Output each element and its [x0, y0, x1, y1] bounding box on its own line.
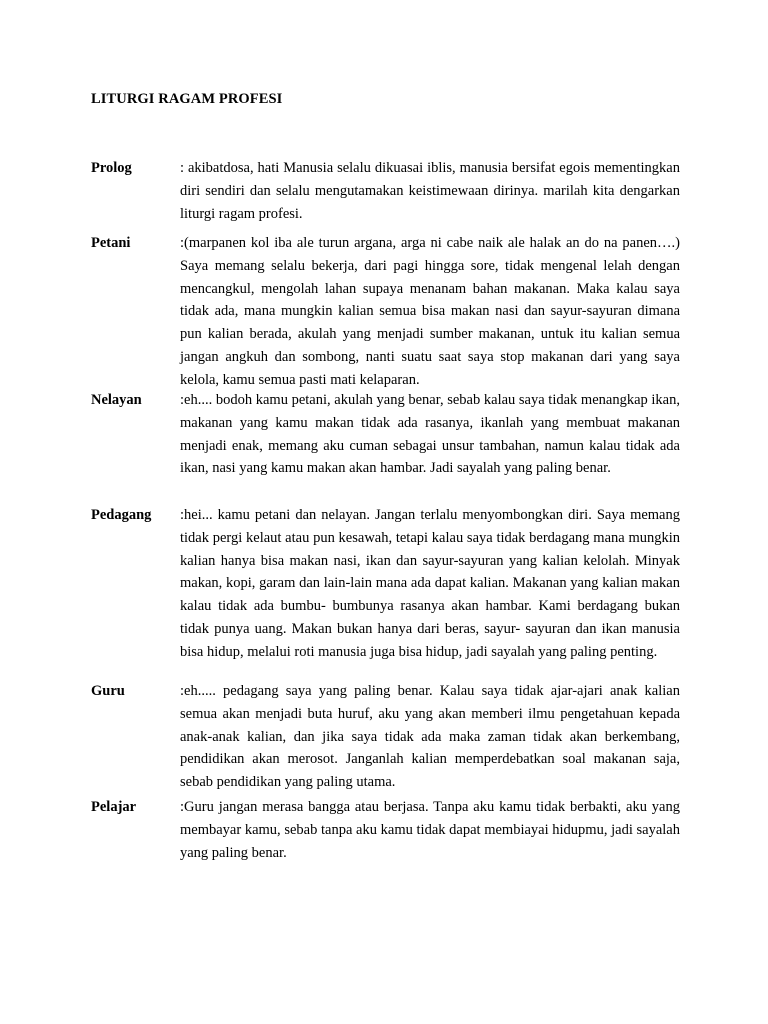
speaker-text: : akibatdosa, hati Manusia selalu dikuasai iblis, manusia bersifat egois mementingkan diri sendiri dan selalu mengutamakan keistimewaan dirinya. marilah kita dengarkan liturgi ragam profesi.: [180, 160, 680, 222]
speaker-name: Prolog: [91, 160, 132, 176]
speaker-name: Nelayan: [91, 392, 142, 408]
speaker-name: Guru: [91, 683, 125, 699]
speaker-text: :eh..... pedagang saya yang paling benar. Kalau saya tidak ajar-ajari anak kalian semua akan menjadi buta huruf, aku yang akan memberi ilmu pengetahuan kepada anak-anak kalian, dan jika saya tidak ada maka zaman tidak akan berkembang, pendidikan akan merosot. Janganlah kalian memperdebatkan soal makanan saja, sebab pendidikan yang paling utama.: [180, 683, 680, 791]
speaker-text: :Guru jangan merasa bangga atau berjasa. Tanpa aku kamu tidak berbakti, aku yang membayar kamu, sebab tanpa aku kamu tidak dapat membiayai hidupmu, jadi sayalah yang paling benar.: [180, 799, 680, 861]
speaker-text: :(marpanen kol iba ale turun argana, arga ni cabe naik ale halak an do na panen….) Saya memang selalu bekerja, dari pagi hingga sore, tidak mengenal lelah dengan mencangkul, mengolah lahan supaya menanam bahan makanan. Maka kalau saya tidak ada, mana mungkin kalian semua bisa makan nasi dan sayur-sayuran dimana pun kalian berada, akulah yang menjadi sumber makanan, untuk itu kalian semua jangan angkuh dan sombong, nanti suatu saat saya stop makanan dari yang saya kelola, kamu semua pasti mati kelaparan.: [180, 235, 680, 388]
speaker-name: Petani: [91, 235, 131, 251]
speaker-name: Pedagang: [91, 507, 152, 523]
speaker-name: Pelajar: [91, 799, 137, 815]
speaker-text: :eh.... bodoh kamu petani, akulah yang benar, sebab kalau saya tidak menangkap ikan, makanan yang kamu makan tidak ada rasanya, ikanlah yang membuat makanan menjadi enak, memang aku cuman sebagai unsur tambahan, namun kalau tidak ada ikan, nasi yang kamu makan akan hambar. Jadi sayalah yang paling benar.: [180, 392, 680, 477]
document-title: LITURGI RAGAM PROFESI: [91, 91, 283, 107]
speaker-text: :hei... kamu petani dan nelayan. Jangan terlalu menyombongkan diri. Saya memang tidak pergi kelaut atau pun kesawah, tetapi kalau saya tidak berdagang mana mungkin kalian hanya bisa makan nasi, ikan dan sayur-sayuran yang kalian kelolah. Minyak makan, kopi, garam dan lain-lain mana ada dapat kalian. Makanan yang kalian makan kalau tidak ada bumbu- bumbunya rasanya akan hambar. Kami berdagang bukan tidak punya uang. Makan bukan hanya dari beras, sayur- sayuran dan ikan manusia bisa hidup, melalui roti manusia juga bisa hidup, jadi sayalah yang paling penting.: [180, 507, 680, 660]
